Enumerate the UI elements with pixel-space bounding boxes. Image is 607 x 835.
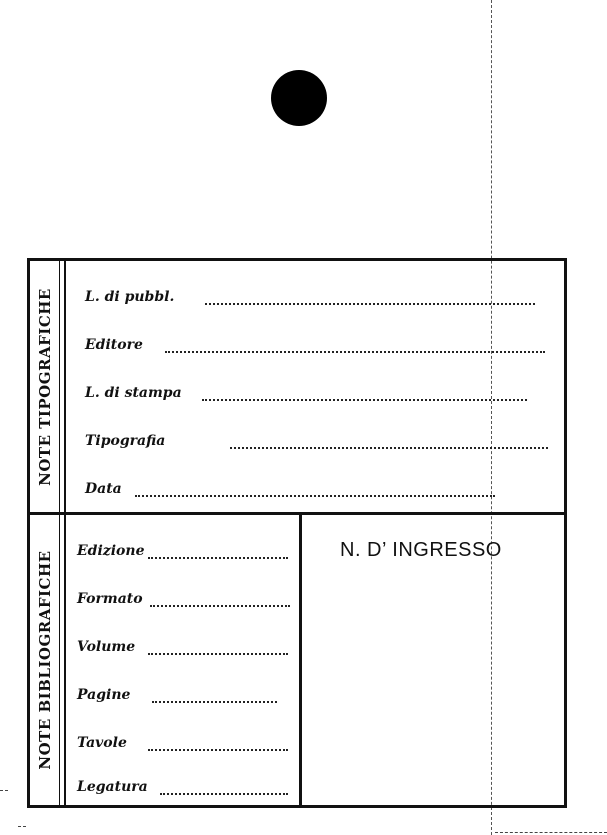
- fill-line[interactable]: [160, 793, 288, 795]
- library-card: [27, 258, 567, 808]
- punch-hole: [271, 70, 327, 126]
- fill-line[interactable]: [152, 701, 277, 703]
- field-pagine: Pagine: [77, 687, 131, 703]
- field-luogo-stampa: L. di stampa: [85, 385, 182, 401]
- typographic-notes-section: [30, 261, 564, 515]
- fill-line[interactable]: [150, 605, 290, 607]
- typographic-notes-label: NOTE TIPOGRAFICHE: [35, 287, 54, 486]
- scan-speck: [18, 826, 26, 827]
- field-data: Data: [85, 481, 122, 497]
- fill-line[interactable]: [148, 653, 288, 655]
- fill-line[interactable]: [202, 399, 527, 401]
- field-tipografia: Tipografia: [85, 433, 166, 449]
- fill-line[interactable]: [205, 303, 535, 305]
- fill-line[interactable]: [135, 495, 495, 497]
- field-legatura: Legatura: [77, 779, 148, 795]
- fill-line[interactable]: [148, 749, 288, 751]
- fill-line[interactable]: [165, 351, 545, 353]
- accession-number-label: N. D’ INGRESSO: [340, 539, 502, 561]
- inner-rule: [64, 515, 66, 805]
- bibliographic-notes-section: [30, 515, 564, 805]
- typographic-notes-side: [30, 261, 60, 512]
- scan-speck: [0, 790, 8, 791]
- field-tavole: Tavole: [77, 735, 127, 751]
- fill-line[interactable]: [230, 447, 548, 449]
- fill-line[interactable]: [148, 557, 288, 559]
- inner-rule: [64, 261, 66, 512]
- field-edizione: Edizione: [77, 543, 145, 559]
- field-luogo-pubblicazione: L. di pubbl.: [85, 289, 175, 305]
- bibliographic-notes-side: [30, 515, 60, 805]
- scan-edge: [495, 832, 607, 833]
- field-formato: Formato: [77, 591, 143, 607]
- field-volume: Volume: [77, 639, 136, 655]
- column-divider: [299, 515, 302, 805]
- bibliographic-notes-label: NOTE BIBLIOGRAFICHE: [35, 550, 54, 770]
- field-editore: Editore: [85, 337, 143, 353]
